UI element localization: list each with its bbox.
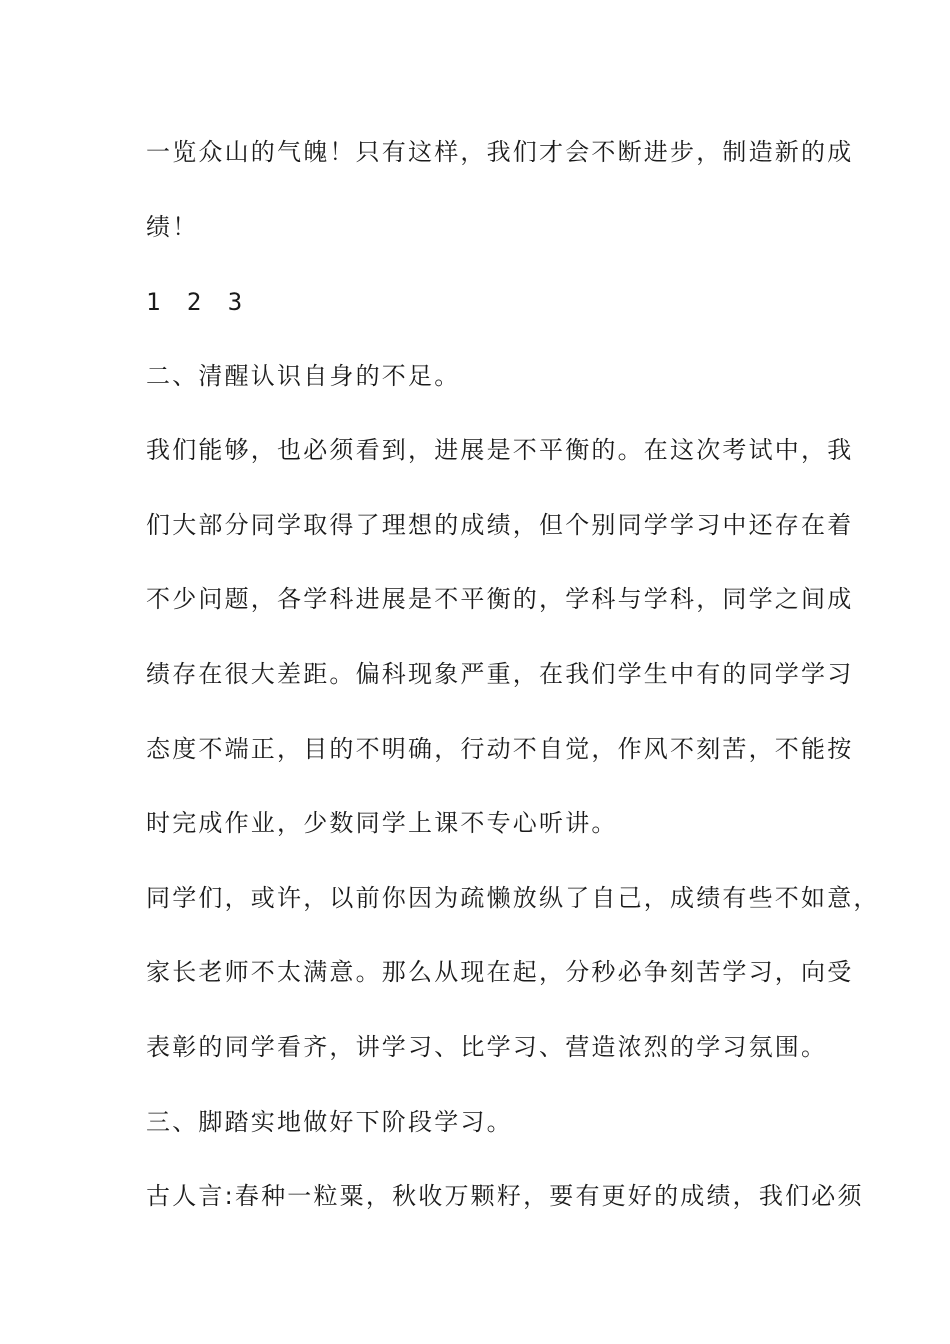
paragraph-line: 时完成作业，少数同学上课不专心听讲。 <box>146 809 618 837</box>
paragraph-line: 古人言:春种一粒粟，秋收万颗籽，要有更好的成绩，我们必须 <box>146 1182 864 1210</box>
paragraph-line: 同学们，或许，以前你因为疏懒放纵了自己，成绩有些不如意， <box>146 884 880 912</box>
paragraph-line: 一览众山的气魄！只有这样，我们才会不断进步，制造新的成 <box>146 138 854 166</box>
paragraph-line: 表彰的同学看齐，讲学习、比学习、营造浓烈的学习氛围。 <box>146 1033 828 1061</box>
paragraph-line: 们大部分同学取得了理想的成绩，但个别同学学习中还存在着 <box>146 511 854 539</box>
section-heading: 三、脚踏实地做好下阶段学习。 <box>146 1108 513 1136</box>
section-heading: 二、清醒认识自身的不足。 <box>146 362 461 390</box>
paragraph-line: 绩！ <box>146 213 199 241</box>
paragraph-line: 态度不端正，目的不明确，行动不自觉，作风不刻苦，不能按 <box>146 735 854 763</box>
paragraph-line: 家长老师不太满意。那么从现在起，分秒必争刻苦学习，向受 <box>146 958 854 986</box>
paragraph-line: 绩存在很大差距。偏科现象严重，在我们学生中有的同学学习 <box>146 660 854 688</box>
paragraph-line: 我们能够，也必须看到，进展是不平衡的。在这次考试中，我 <box>146 436 854 464</box>
page-number-list: 1 2 3 <box>146 288 249 316</box>
paragraph-line: 不少问题，各学科进展是不平衡的，学科与学科，同学之间成 <box>146 585 854 613</box>
